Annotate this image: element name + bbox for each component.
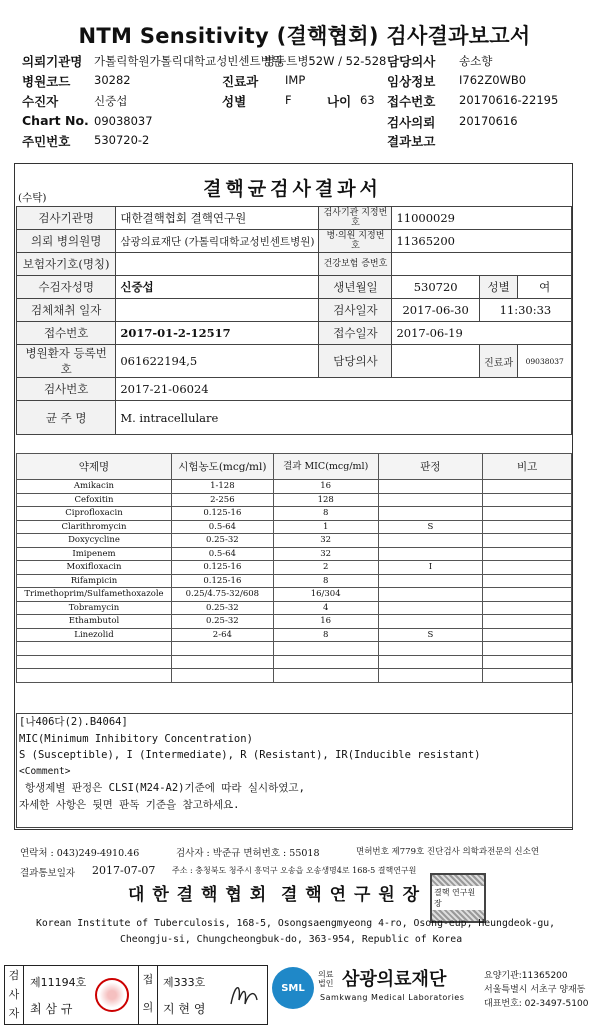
susceptibility-row — [17, 655, 572, 669]
cell-mic — [273, 655, 378, 669]
cell-mic: 8 — [273, 628, 378, 642]
cell-conc — [171, 655, 273, 669]
cell-mic: 128 — [273, 493, 378, 507]
header-value-patient: 신중섭 — [94, 94, 128, 108]
cell-conc: 0.25-32 — [171, 601, 273, 615]
notify-label: 결과통보일자 — [20, 868, 76, 879]
cell-mic — [273, 669, 378, 683]
notify-date: 2017-07-07 — [92, 864, 156, 877]
cell-remark — [483, 534, 572, 548]
comment-box — [16, 713, 573, 828]
cell-mic: 8 — [273, 507, 378, 521]
cell-remark — [483, 574, 572, 588]
cell-mic: 4 — [273, 601, 378, 615]
corp-en: Samkwang Medical Laboratories — [320, 993, 465, 1002]
species-value: M. intracellulare — [116, 401, 572, 435]
cell-interp — [378, 507, 483, 521]
cell-drug: Linezolid — [17, 628, 172, 642]
sml-logo-icon — [272, 967, 314, 1009]
requester-code-value: 11365200 — [392, 230, 572, 253]
cell-remark — [483, 507, 572, 521]
col-drug: 약제명 — [17, 454, 172, 480]
header-label-chart: Chart No. — [22, 113, 89, 128]
cell-remark — [483, 615, 572, 629]
comment-line: 항생제별 판정은 CLSI(M24-A2)기준에 따라 실시하였고, — [25, 782, 305, 794]
hospital-reg-value: 061622194,5 — [116, 345, 319, 378]
cell-remark — [483, 561, 572, 575]
dob-label: 생년월일 — [319, 276, 392, 299]
header-label-hospital-code: 병원코드 — [22, 74, 71, 89]
susceptibility-row — [17, 547, 572, 561]
patient-name-value: 신중섭 — [116, 276, 319, 299]
cell-interp: S — [378, 520, 483, 534]
requester-value: 삼광의료재단 (가톨릭대학교성빈센트병원) — [116, 230, 319, 253]
susceptibility-row — [17, 588, 572, 602]
cell-conc: 0.125-16 — [171, 561, 273, 575]
patient-name-label: 수검자성명 — [17, 276, 116, 299]
cell-conc: 0.125-16 — [171, 574, 273, 588]
requester-label: 의뢰 병의원명 — [17, 230, 116, 253]
sex-label: 성별 — [479, 276, 518, 299]
corp-name: 삼광의료재단 — [342, 969, 447, 990]
signature-box-1 — [4, 965, 268, 1025]
seal-text: 결핵 연구원장 — [432, 886, 484, 910]
sig2-side-label: 접의 — [138, 966, 158, 1024]
cell-drug: Tobramycin — [17, 601, 172, 615]
collect-date-value — [116, 299, 319, 322]
comment-line: 자세한 사항은 뒷면 판독 기준을 참고하세요. — [19, 798, 240, 811]
cell-remark — [483, 655, 572, 669]
sig1-license-no: 제11194호 — [30, 976, 87, 989]
sig2-name: 지 현 영 — [163, 1002, 206, 1016]
insurance-no-value — [392, 253, 572, 276]
header-label-resident-no: 주민번호 — [22, 134, 71, 149]
cell-drug: Ciprofloxacin — [17, 507, 172, 521]
cell-conc: 2-64 — [171, 628, 273, 642]
cell-drug: Moxifloxacin — [17, 561, 172, 575]
logo-text: SML — [281, 982, 305, 994]
cell-remark — [483, 493, 572, 507]
cell-mic: 8 — [273, 574, 378, 588]
corp-info-3: 대표번호: 02-3497-5100 — [484, 999, 589, 1009]
cell-interp — [378, 574, 483, 588]
red-seal-icon — [95, 978, 129, 1012]
sig2-license-no: 제333호 — [163, 976, 206, 989]
doctor-label: 담당의사 — [319, 345, 392, 378]
cell-conc: 0.125-16 — [171, 507, 273, 521]
cell-mic — [273, 642, 378, 656]
susceptibility-row — [17, 534, 572, 548]
corp-info-1: 요양기관:11365200 — [484, 971, 568, 981]
cell-remark — [483, 628, 572, 642]
header-label-patient: 수진자 — [22, 94, 59, 109]
header-label-sex: 성별 — [222, 94, 247, 109]
institute-seal — [430, 873, 486, 923]
insurer-label: 보험자기호(명칭) — [17, 253, 116, 276]
susceptibility-row — [17, 507, 572, 521]
hospital-reg-label: 병원환자 등록번호 — [17, 345, 116, 378]
exam-no-label: 검사번호 — [17, 378, 116, 401]
test-date-label: 검사일자 — [319, 299, 392, 322]
header-value-ward: 병동트병52W / 52-528 — [264, 54, 387, 68]
cell-remark — [483, 588, 572, 602]
cell-mic: 1 — [273, 520, 378, 534]
header-label-result-report: 결과보고 — [387, 134, 436, 149]
susceptibility-row — [17, 628, 572, 642]
susceptibility-row — [17, 520, 572, 534]
insurance-no-label: 건강보험 증번호 — [319, 253, 392, 276]
cell-conc — [171, 642, 273, 656]
cell-interp — [378, 601, 483, 615]
header-value-resident-no: 530720-2 — [94, 133, 150, 147]
cell-mic: 16 — [273, 615, 378, 629]
test-time-value: 11:30:33 — [479, 299, 571, 322]
requester-code-label: 병·의원 지정번호 — [319, 230, 392, 253]
header-value-receipt: 20170616-22195 — [459, 93, 559, 107]
contact-info: 연락처 : 043)249-4910.46 — [20, 848, 140, 859]
cell-remark — [483, 642, 572, 656]
susceptibility-row — [17, 561, 572, 575]
lab-label: 검사기관명 — [17, 207, 116, 230]
header-value-sex: F — [285, 93, 292, 107]
report-title: NTM Sensitivity (결핵협회) 검사결과보고서 — [78, 24, 531, 48]
sig1-name: 최 삼 규 — [30, 1002, 73, 1016]
header-label-doctor: 담당의사 — [387, 54, 436, 69]
cell-mic: 32 — [273, 534, 378, 548]
cell-conc: 0.25-32 — [171, 615, 273, 629]
cell-drug: Imipenem — [17, 547, 172, 561]
susceptibility-row — [17, 480, 572, 494]
receipt-no-label: 접수번호 — [17, 322, 116, 345]
cell-conc: 0.5-64 — [171, 547, 273, 561]
comment-line: S (Susceptible), I (Intermediate), R (Resistant), IR(Inducible resistant) — [19, 749, 481, 761]
cell-drug: Rifampicin — [17, 574, 172, 588]
cell-interp — [378, 642, 483, 656]
header-value-request: 20170616 — [459, 114, 518, 128]
comment-line: [나406다(2).B4064] — [19, 716, 128, 728]
susceptibility-table — [16, 453, 572, 683]
cell-drug: Clarithromycin — [17, 520, 172, 534]
cell-remark — [483, 547, 572, 561]
org-name: 대 한 결 핵 협 회 결 핵 연 구 원 장 — [128, 885, 421, 905]
corp-small: 의료법인 — [318, 970, 334, 988]
cell-drug: Trimethoprim/Sulfamethoxazole — [17, 588, 172, 602]
lab-code-label: 검사기관 지정번호 — [319, 207, 392, 230]
header-value-hospital-code: 30282 — [94, 73, 131, 87]
cell-mic: 16/304 — [273, 588, 378, 602]
cell-interp — [378, 534, 483, 548]
lab-code-value: 11000029 — [392, 207, 572, 230]
header-label-receipt: 접수번호 — [387, 94, 436, 109]
col-conc: 시험농도(mcg/ml) — [171, 454, 273, 480]
cell-conc: 1-128 — [171, 480, 273, 494]
address-en-2: Cheongju-si, Chungcheongbuk-do, 363-954, Republic of Korea — [120, 934, 463, 945]
susceptibility-row — [17, 574, 572, 588]
header-value-institution: 가톨릭학원가톨릭대학교성빈센트병원 — [94, 54, 283, 68]
cell-interp: S — [378, 628, 483, 642]
cell-conc: 0.25/4.75-32/608 — [171, 588, 273, 602]
col-interp: 판정 — [378, 454, 483, 480]
comment-line: MIC(Minimum Inhibitory Concentration) — [19, 732, 253, 745]
cell-interp — [378, 547, 483, 561]
col-mic: 결과 MIC(mcg/ml) — [273, 454, 378, 480]
cell-remark — [483, 601, 572, 615]
col-remark: 비고 — [483, 454, 572, 480]
sig1-side-label: 검사자 — [5, 966, 24, 1024]
cell-drug: Ethambutol — [17, 615, 172, 629]
cell-interp — [378, 669, 483, 683]
dept-value: 09038037 — [518, 345, 572, 378]
exam-no-value: 2017-21-06024 — [116, 378, 572, 401]
examiner-info: 검사자 : 박준규 면허번호 : 55018 — [176, 848, 320, 859]
receipt-date-value: 2017-06-19 — [392, 322, 572, 345]
header-label-clinical: 임상정보 — [387, 74, 436, 89]
cell-drug — [17, 642, 172, 656]
cell-drug — [17, 669, 172, 683]
cell-interp — [378, 588, 483, 602]
cell-drug: Amikacin — [17, 480, 172, 494]
consignment-label: (수탁) — [18, 192, 47, 204]
susceptibility-row — [17, 615, 572, 629]
cell-conc: 0.5-64 — [171, 520, 273, 534]
cell-mic: 16 — [273, 480, 378, 494]
susceptibility-row — [17, 642, 572, 656]
susceptibility-row — [17, 601, 572, 615]
header-label-institution: 의뢰기관명 — [22, 54, 83, 69]
cell-drug: Doxycycline — [17, 534, 172, 548]
cell-mic: 32 — [273, 547, 378, 561]
receipt-no-value: 2017-01-2-12517 — [116, 322, 319, 345]
signature-icon — [227, 978, 261, 1012]
collect-date-label: 검체채취 일자 — [17, 299, 116, 322]
cell-remark — [483, 520, 572, 534]
header-value-dept: IMP — [285, 73, 306, 87]
test-date-value: 2017-06-30 — [392, 299, 479, 322]
species-label: 균 주 명 — [17, 401, 116, 435]
cell-interp: I — [378, 561, 483, 575]
license-info: 면허번호 제779호 진단검사 의학과전문의 신소연 — [356, 847, 540, 857]
doctor-value — [392, 345, 479, 378]
dept-label: 진료과 — [479, 345, 518, 378]
cell-interp — [378, 655, 483, 669]
receipt-date-label: 접수일자 — [319, 322, 392, 345]
header-label-dept: 진료과 — [222, 74, 259, 89]
corp-info-2: 서울특별시 서초구 양재동 — [484, 985, 586, 995]
header-value-chart: 09038037 — [94, 114, 153, 128]
cell-remark — [483, 669, 572, 683]
address-kr: 주소 : 충청북도 청주시 흥덕구 오송읍 오송생명4로 168-5 결핵연구원 — [172, 866, 417, 875]
insurer-value — [116, 253, 319, 276]
lab-value: 대한결핵협회 결핵연구원 — [116, 207, 319, 230]
cell-interp — [378, 615, 483, 629]
cell-remark — [483, 480, 572, 494]
cell-conc: 2-256 — [171, 493, 273, 507]
susceptibility-row — [17, 669, 572, 683]
dob-value: 530720 — [392, 276, 479, 299]
cell-drug — [17, 655, 172, 669]
comment-line: <Comment> — [19, 765, 71, 777]
header-label-request: 검사의뢰 — [387, 115, 436, 130]
cell-mic: 2 — [273, 561, 378, 575]
susceptibility-row — [17, 493, 572, 507]
cell-interp — [378, 480, 483, 494]
cell-conc — [171, 669, 273, 683]
report-doc-title: 결핵균검사결과서 — [203, 178, 382, 200]
header-label-age: 나이 — [327, 94, 352, 109]
bottom-strip — [0, 963, 609, 1030]
header-value-doctor: 송소향 — [459, 54, 493, 68]
address-en-1: Korean Institute of Tuberculosis, 168-5, Osongsaengmyeong 4-ro, Osong-eup, Heungdeok-gu, — [36, 918, 556, 929]
sex-value: 여 — [518, 276, 572, 299]
cell-conc: 0.25-32 — [171, 534, 273, 548]
header-value-clinical: I762Z0WB0 — [459, 73, 527, 87]
header-value-age: 63 — [360, 93, 375, 107]
patient-info-table — [16, 206, 572, 435]
cell-drug: Cefoxitin — [17, 493, 172, 507]
cell-interp — [378, 493, 483, 507]
